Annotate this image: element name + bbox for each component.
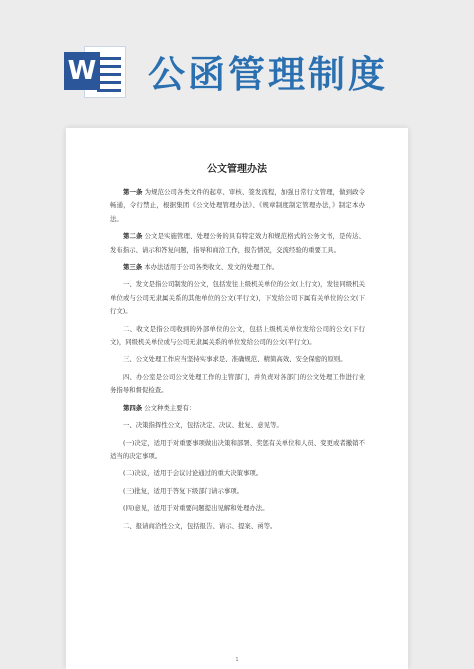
document-paragraph [110, 230, 365, 257]
article-label: 第三条 [123, 263, 143, 272]
document-paragraph [110, 353, 365, 366]
document-paragraph [110, 402, 365, 415]
paragraph-text: (三)批复，适用于答复下级部门请示事项。 [123, 486, 244, 495]
word-document-icon [64, 40, 128, 102]
paragraph-text: 二、收文是指公司收到的外部单位的公文，包括上级机关单位发给公司的公文(下行文)，同级机关单位或与公司无隶属关系的单位发给公司的公文(平行文)。 [110, 324, 365, 347]
document-paragraph [110, 323, 365, 350]
paragraph-text: 二、报请商洽性公文，包括报告、请示、提案、函等。 [123, 521, 277, 530]
paragraph-text: 公文种类主要有： [142, 403, 196, 412]
paragraph-text: 公文是实施管理、处理公务的具有特定效力和规范格式的公务文书，是传达、发布指示、请示和答复问题，指导和商洽工作，报告情况，交流经验的重要工具。 [110, 232, 366, 254]
document-paragraph [110, 186, 365, 226]
document-paragraph [110, 467, 365, 480]
paragraph-text: (四)意见，适用于对重要问题提出见解和处理办法。 [123, 504, 269, 513]
document-page [66, 128, 408, 669]
document-body [110, 186, 365, 537]
banner-header [0, 0, 474, 120]
banner-title: 公函管理制度 [148, 53, 388, 96]
document-paragraph [110, 485, 365, 498]
paragraph-text: 为规范公司各类文件的起草、审核、签发流程，加强日常行文管理，做到政令畅通，令行禁止，根据集团《公文处理管理办法》、《规章制度制定管理办法，》制定本办法。 [110, 188, 366, 223]
document-paragraph [110, 502, 365, 515]
paragraph-text: (二)决议，适用于会议讨论通过的重大决策事项。 [123, 469, 263, 478]
document-paragraph [110, 278, 365, 318]
document-paragraph [110, 520, 365, 533]
article-label: 第四条 [123, 403, 143, 412]
document-title: 公文管理办法 [207, 164, 267, 175]
page-number: 1 [235, 657, 239, 663]
paragraph-text: 一、发文是指公司制发的公文，包括发往上级机关单位的公文(上行文)，发往同级机关单位或与公司无隶属关系的其他单位的公文(平行文)，下发给公司下属有关单位的公文(下行文)。 [110, 280, 365, 316]
paragraph-text: 三、公文处理工作应当坚持实事求是、准确规范、精简高效、安全保密的原则。 [123, 355, 347, 364]
document-paragraph [110, 419, 365, 432]
document-paragraph [110, 437, 365, 464]
article-label: 第二条 [123, 232, 143, 241]
document-paragraph [110, 371, 365, 398]
document-paragraph [110, 261, 365, 274]
word-letter-badge: W [64, 52, 100, 90]
paragraph-text: 本办法适用于公司各类收文、发文的处理工作。 [142, 263, 279, 272]
paragraph-text: (一)决定，适用于对重要事项做出决策和部署、奖惩有关单位和人员、变更或者撤销不适当的决定事项。 [110, 438, 365, 460]
article-label: 第一条 [123, 188, 143, 196]
paragraph-text: 一、决策指挥性公文，包括决定、决议、批复、意见等。 [123, 421, 283, 430]
paragraph-text: 四、办公室是公司公文处理工作的主管部门，并负责对各部门的公文处理工作进行业务指导和督促检查。 [110, 372, 365, 395]
